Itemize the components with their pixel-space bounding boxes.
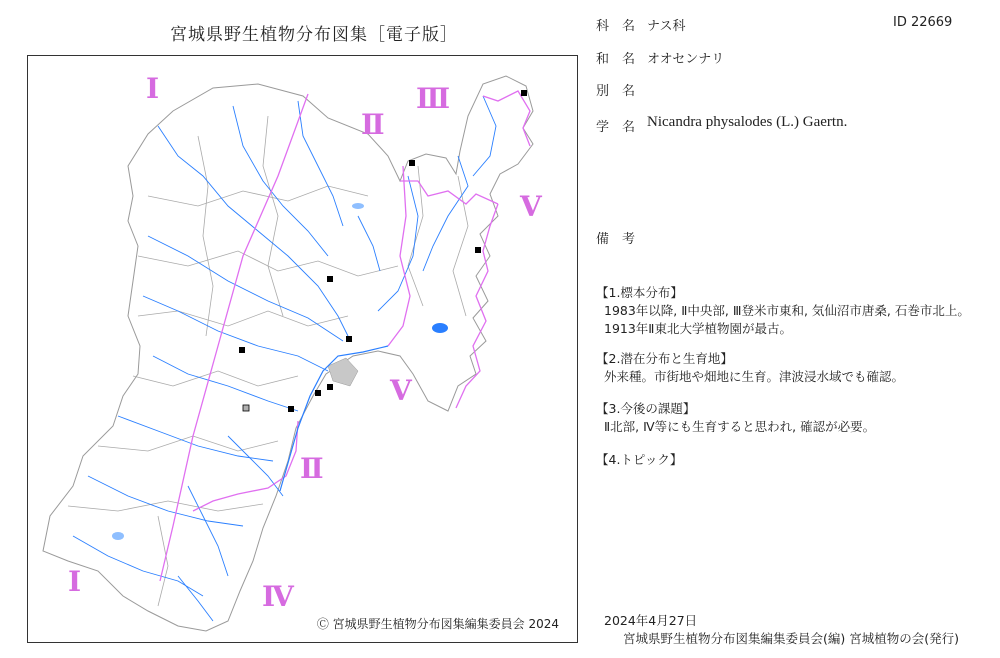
map-copyright: Ⓒ 宮城県野生植物分布図集編集委員会 2024 (316, 617, 559, 631)
family-label: 科 名 (596, 19, 636, 34)
region-label-2-south: Ⅱ (300, 452, 324, 485)
marker (475, 247, 481, 253)
note-topic (596, 451, 976, 469)
map-title: 宮城県野生植物分布図集［電子版］ (170, 25, 458, 45)
marker (315, 390, 321, 396)
scientific-name-label: 学 名 (596, 120, 636, 135)
publication-date: 2024年4月27日 (604, 613, 698, 628)
japanese-name-value: オオセンナリ (647, 52, 725, 67)
region-label-5: Ⅴ (520, 190, 542, 223)
japanese-name-label: 和 名 (596, 52, 636, 67)
marker (409, 160, 415, 166)
note-body: Ⅱ北部, Ⅳ等にも生育すると思われ, 確認が必要。 (604, 419, 876, 434)
region-label-5-south: Ⅴ (390, 374, 412, 407)
publisher: 宮城県野生植物分布図集編集委員会(編) 宮城植物の会(発行) (623, 631, 959, 646)
marker (521, 90, 527, 96)
region-label-1-south: Ⅰ (68, 565, 82, 598)
note-heading: 【3.今後の課題】 (596, 401, 696, 416)
distribution-map (27, 55, 578, 643)
marker (327, 276, 333, 282)
region-label-4: Ⅳ (262, 580, 294, 613)
scientific-name-value: Nicandra physalodes (L.) Gaertn. (647, 114, 848, 130)
marker (327, 384, 333, 390)
marker (243, 405, 249, 411)
lake (432, 323, 448, 333)
family-value: ナス科 (647, 19, 686, 34)
region-label-3: Ⅲ (416, 82, 451, 115)
remarks-label: 備 考 (596, 232, 636, 247)
marker (239, 347, 245, 353)
note-body: 外来種。市街地や畑地に生育。津波浸水域でも確認。 (604, 369, 905, 384)
record-id: ID 22669 (893, 15, 953, 30)
note-future-issues (596, 400, 976, 436)
region-label-2: Ⅱ (361, 108, 385, 141)
lake (352, 203, 364, 209)
region-label-1: Ⅰ (146, 72, 160, 105)
map-canvas (28, 56, 577, 642)
note-potential-distribution (596, 350, 976, 386)
note-specimen-distribution (596, 284, 976, 338)
note-body: 1983年以降, Ⅱ中央部, Ⅲ登米市東和, 気仙沼市唐桑, 石巻市北上。1913年Ⅱ東北大学植物園が最古。 (604, 303, 970, 336)
marker (288, 406, 294, 412)
alias-label: 別 名 (596, 84, 636, 99)
marker (346, 336, 352, 342)
note-heading: 【2.潜在分布と生育地】 (596, 351, 733, 366)
lake (112, 532, 124, 540)
note-heading: 【4.トピック】 (596, 452, 683, 467)
note-heading: 【1.標本分布】 (596, 285, 683, 300)
